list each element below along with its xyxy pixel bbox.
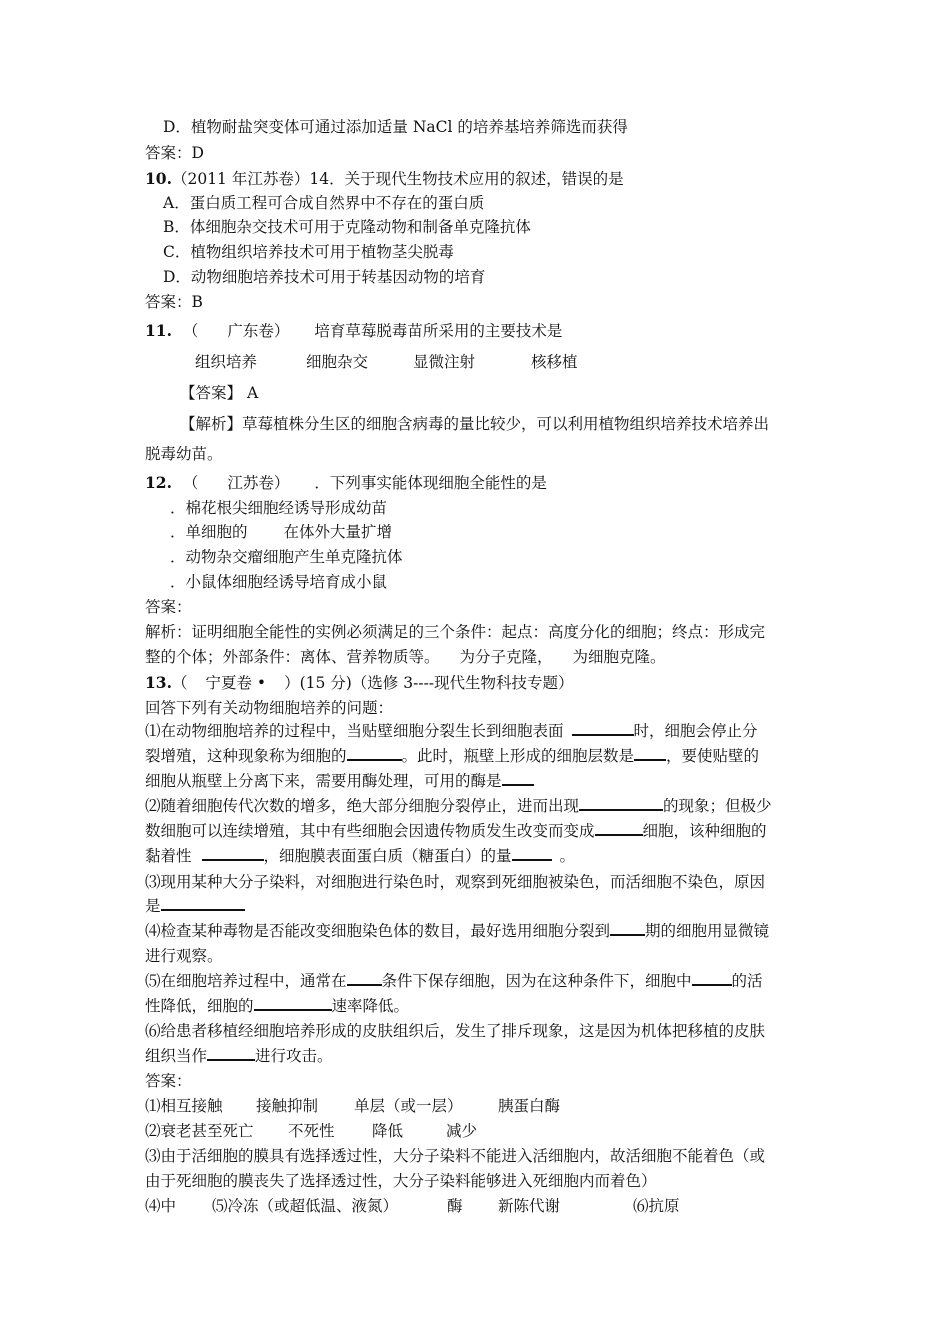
q12-option-2-text-a: ．单细胞的: [170, 523, 248, 541]
q13-stem-line: [145, 672, 574, 694]
q13-answer-5a: ⑸冷冻（或超低温、液氮）: [212, 1197, 399, 1215]
q13-p1-text-2a: 裂增殖，这种现象称为细胞的: [145, 747, 347, 765]
q11-source: 广东卷）: [227, 322, 290, 340]
q13-p6-text-2a: 组织当作: [145, 1047, 208, 1065]
q13-p5-line-1: [145, 970, 763, 992]
q13-p1-text-2c: ，要使贴壁的: [666, 747, 760, 765]
q12-analysis-2b: 为分子克隆，: [459, 648, 553, 666]
q13-p4-line-1: [145, 920, 769, 942]
q13-paren: （: [171, 674, 188, 692]
blank-q13-5[interactable]: [579, 795, 663, 811]
q13-answer-2-a: ⑵衰老甚至死亡: [145, 1122, 254, 1140]
blank-q13-11[interactable]: [347, 970, 382, 986]
q12-analysis-2a: 整的个体；外部条件：离体、营养物质等。: [145, 648, 440, 666]
q10-stem-line: [145, 168, 624, 190]
q11-stem-line: [145, 320, 562, 342]
q13-answer-2-c: 降低: [372, 1122, 404, 1140]
q11-number: 11.: [145, 321, 172, 340]
q10-option-d: D．动物细胞培养技术可用于转基因动物的培育: [163, 268, 486, 286]
q11-analysis-line-2: 脱毒幼苗。: [145, 445, 223, 463]
q13-answer-2-b: 不死性: [288, 1122, 335, 1140]
q11-option-4: 核移植: [531, 353, 578, 371]
q13-p2-text-3c: 。: [559, 847, 576, 865]
q13-p2-text-3b: ，细胞膜表面蛋白质（糖蛋白）的量: [263, 847, 512, 865]
q10-option-c: C．植物组织培养技术可用于植物茎尖脱毒: [163, 243, 454, 261]
q9-answer: 答案：D: [145, 144, 204, 162]
q13-p2-line-3: [145, 845, 575, 867]
q13-p3-text-2a: 是: [145, 897, 161, 915]
q12-stem-line: [145, 472, 547, 494]
q10-option-b: B．体细胞杂交技术可用于克隆动物和制备单克隆抗体: [163, 218, 531, 236]
q13-intro: 回答下列有关动物细胞培养的问题：: [145, 699, 394, 717]
q12-option-4: ．小鼠体细胞经诱导培育成小鼠: [170, 573, 388, 591]
q13-p6-line-1: ⑹给患者移植经细胞培养形成的皮肤组织后，发生了排斥现象，这是因为机体把移植的皮肤: [145, 1022, 766, 1040]
q12-answer: 答案：: [145, 598, 192, 616]
blank-q13-1[interactable]: [572, 720, 634, 736]
q13-p5-text-1b: 条件下保存细胞，因为在这种条件下，细胞中: [381, 972, 692, 990]
q12-option-2: [170, 521, 392, 543]
q13-answer-4: ⑷中: [145, 1197, 177, 1215]
q12-analysis-2c: 为细胞克隆。: [572, 648, 666, 666]
q13-p2-line-1: [145, 795, 772, 817]
q13-p4-text-1b: 期的细胞用显微镜: [645, 922, 770, 940]
q10-option-a: A．蛋白质工程可合成自然界中不存在的蛋白质: [163, 194, 485, 212]
blank-q13-12[interactable]: [692, 970, 732, 986]
q13-answer-5c: 新陈代谢: [498, 1197, 561, 1215]
q13-p5-text-1c: 的活: [731, 972, 763, 990]
q12-option-3: ．动物杂交瘤细胞产生单克隆抗体: [170, 548, 403, 566]
q13-p5-text-2a: 性降低，细胞的: [145, 997, 254, 1015]
q13-answer-2-d: 减少: [446, 1122, 478, 1140]
q11-option-1: 组织培养: [195, 353, 258, 371]
q13-p1-text-3a: 细胞从瓶壁上分离下来，需要用酶处理，可用的酶是: [145, 772, 502, 790]
q11-stem: 培育草莓脱毒苗所采用的主要技术是: [314, 322, 563, 340]
q13-p5-line-2: [145, 995, 409, 1017]
q13-p1-text-1b: 时，细胞会停止分: [633, 722, 758, 740]
q13-number: 13.: [145, 673, 172, 692]
q13-answer-5b: 酶: [447, 1197, 463, 1215]
blank-q13-10[interactable]: [610, 920, 645, 936]
q11-answer-tag: 【答案】: [180, 384, 243, 402]
q12-analysis-line-2: [145, 646, 666, 668]
q13-p1-line-2: [145, 745, 759, 767]
q13-answer-1-a: ⑴相互接触: [145, 1097, 223, 1115]
q12-option-2-text-b: 在体外大量扩增: [283, 523, 393, 541]
blank-q13-14[interactable]: [207, 1045, 255, 1061]
q13-source: 宁夏卷 •: [205, 674, 267, 692]
q11-paren: （: [182, 322, 199, 340]
q13-p5-text-2b: 速率降低。: [331, 997, 410, 1015]
blank-q13-4[interactable]: [502, 770, 534, 786]
q13-answer-1-b: 接触抑制: [256, 1097, 319, 1115]
q13-answer-1-c: 单层（或一层）: [354, 1097, 463, 1115]
blank-q13-3[interactable]: [634, 745, 666, 761]
q13-p6-text-2b: 进行攻击。: [255, 1047, 333, 1065]
q13-p2-text-2b: 细胞，该种细胞的: [642, 822, 767, 840]
q12-stem: ．下列事实能体现细胞全能性的是: [314, 474, 547, 492]
q13-answer-3-line-1: ⑶由于活细胞的膜具有选择透过性，大分子染料不能进入活细胞内，故活细胞不能着色（或: [145, 1147, 766, 1165]
q13-p1-line-3: [145, 770, 534, 792]
q11-analysis-line-1: 【解析】草莓植株分生区的细胞含病毒的量比较少，可以利用植物组织培养技术培养出: [180, 415, 770, 433]
q13-p1-line-1: [145, 720, 758, 742]
q12-option-1: ．棉花根尖细胞经诱导形成幼苗: [170, 499, 388, 517]
blank-q13-8[interactable]: [512, 845, 552, 861]
q13-stem-rest: ）(15 分)（选修 3----现代生物科技专题）: [284, 674, 574, 692]
q10-answer: 答案：B: [145, 293, 203, 311]
q13-p2-text-1a: ⑵随着细胞传代次数的增多，绝大部分细胞分裂停止，进而出现: [145, 797, 580, 815]
q13-p2-text-3a: 黏着性: [145, 847, 192, 865]
q13-p3-line-2: [145, 895, 245, 917]
q13-p4-text-1a: ⑷检查某种毒物是否能改变细胞染色体的数目，最好选用细胞分裂到: [145, 922, 611, 940]
q13-p4-line-2: 进行观察。: [145, 947, 223, 965]
q13-p1-text-2b: 。此时，瓶壁上形成的细胞层数是: [401, 747, 635, 765]
q12-paren: （: [182, 474, 199, 492]
q13-answer-label: 答案：: [145, 1072, 192, 1090]
q13-p1-text-1a: ⑴在动物细胞培养的过程中，当贴壁细胞分裂生长到细胞表面: [145, 722, 564, 740]
q12-analysis-line-1: 解析：证明细胞全能性的实例必须满足的三个条件：起点：高度分化的细胞；终点：形成完: [145, 623, 766, 641]
q12-source: 江苏卷）: [227, 474, 290, 492]
q13-answer-3-line-2: 由于死细胞的膜丧失了选择透过性，大分子染料能够进入死细胞内而着色）: [145, 1172, 657, 1190]
q11-answer-value: A: [246, 384, 259, 402]
q11-option-3: 显微注射: [413, 353, 476, 371]
q13-p2-text-2a: 数细胞可以连续增殖，其中有些细胞会因遗传物质发生改变而变成: [145, 822, 595, 840]
q13-p3-line-1: ⑶现用某种大分子染料，对细胞进行染色时，观察到死细胞被染色，而活细胞不染色，原因: [145, 873, 766, 891]
q10-number: 10.: [145, 169, 172, 188]
q13-answer-6: ⑹抗原: [633, 1197, 680, 1215]
q13-p2-text-1b: 的现象；但极少: [663, 797, 772, 815]
blank-q13-13[interactable]: [254, 995, 332, 1011]
blank-q13-2[interactable]: [347, 745, 402, 761]
q13-answer-1-d: 胰蛋白酶: [498, 1097, 561, 1115]
q13-p2-line-2: [145, 820, 767, 842]
q11-answer: [180, 382, 258, 404]
blank-q13-9[interactable]: [161, 895, 245, 911]
q9-option-d: D．植物耐盐突变体可通过添加适量 NaCl 的培养基培养筛选而获得: [163, 118, 628, 136]
q12-number: 12.: [145, 473, 172, 492]
blank-q13-7[interactable]: [202, 845, 264, 861]
q13-p6-line-2: [145, 1045, 333, 1067]
q11-option-2: 细胞杂交: [306, 353, 369, 371]
q13-p5-text-1a: ⑸在细胞培养过程中，通常在: [145, 972, 347, 990]
blank-q13-6[interactable]: [595, 820, 643, 836]
q10-stem: （2011 年江苏卷）14．关于现代生物技术应用的叙述，错误的是: [171, 170, 624, 188]
